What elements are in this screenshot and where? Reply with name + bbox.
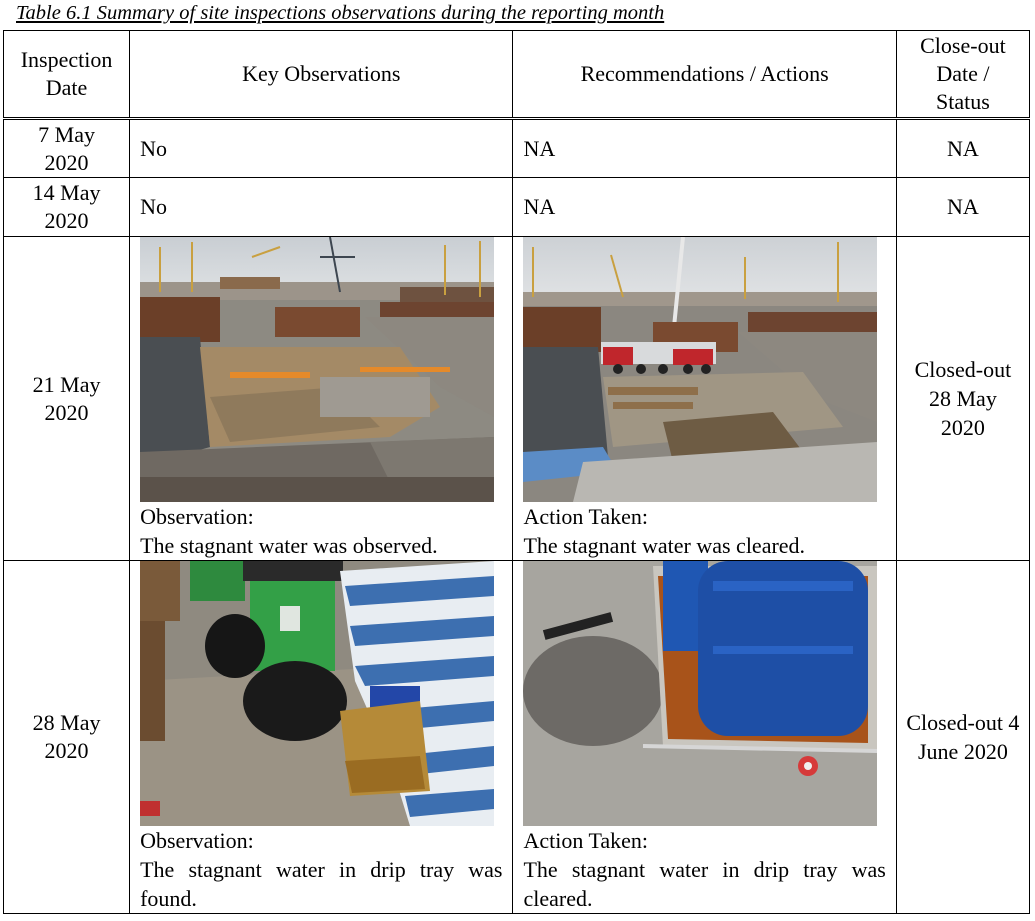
status-cell: Closed-out 28 May 2020 bbox=[896, 237, 1029, 561]
header-key-observations: Key Observations bbox=[130, 31, 513, 119]
inspection-summary-table bbox=[3, 30, 1030, 914]
observation-cell bbox=[130, 561, 513, 914]
recommendation-cell bbox=[513, 237, 896, 561]
stagnant-water-photo bbox=[140, 237, 494, 502]
table-row bbox=[4, 119, 1030, 178]
inspection-date-cell: 21 May 2020 bbox=[4, 237, 130, 561]
table-row bbox=[4, 237, 1030, 561]
header-close-out-status: Close-out Date / Status bbox=[896, 31, 1029, 119]
header-inspection-date: Inspection Date bbox=[4, 31, 130, 119]
action-text: The stagnant water was cleared. bbox=[523, 533, 806, 558]
action-text: The stagnant water in drip tray was cleared. bbox=[523, 857, 886, 911]
observation-cell: No bbox=[130, 119, 513, 178]
observation-label: Observation: bbox=[140, 504, 254, 529]
recommendation-cell: NA bbox=[513, 178, 896, 237]
observation-cell bbox=[130, 237, 513, 561]
table-caption: Table 6.1 Summary of site inspections observations during the reporting month bbox=[16, 2, 665, 24]
observation-label: Observation: bbox=[140, 828, 254, 853]
observation-cell: No bbox=[130, 178, 513, 237]
table-row bbox=[4, 561, 1030, 914]
inspection-date-cell: 7 May 2020 bbox=[4, 119, 130, 178]
observation-text: The stagnant water in drip tray was found. bbox=[140, 857, 503, 911]
status-cell: NA bbox=[896, 119, 1029, 178]
water-cleared-photo bbox=[523, 237, 877, 502]
action-label: Action Taken: bbox=[523, 504, 648, 529]
action-label: Action Taken: bbox=[523, 828, 648, 853]
recommendation-cell: NA bbox=[513, 119, 896, 178]
recommendation-cell bbox=[513, 561, 896, 914]
drip-tray-cleared-photo bbox=[523, 561, 877, 826]
status-cell: Closed-out 4 June 2020 bbox=[896, 561, 1029, 914]
drip-tray-water-photo bbox=[140, 561, 494, 826]
table-row bbox=[4, 178, 1030, 237]
table-header-row bbox=[4, 31, 1030, 119]
status-cell: NA bbox=[896, 178, 1029, 237]
inspection-date-cell: 28 May 2020 bbox=[4, 561, 130, 914]
observation-text: The stagnant water was observed. bbox=[140, 533, 438, 558]
inspection-date-cell: 14 May 2020 bbox=[4, 178, 130, 237]
header-recommendations: Recommendations / Actions bbox=[513, 31, 896, 119]
